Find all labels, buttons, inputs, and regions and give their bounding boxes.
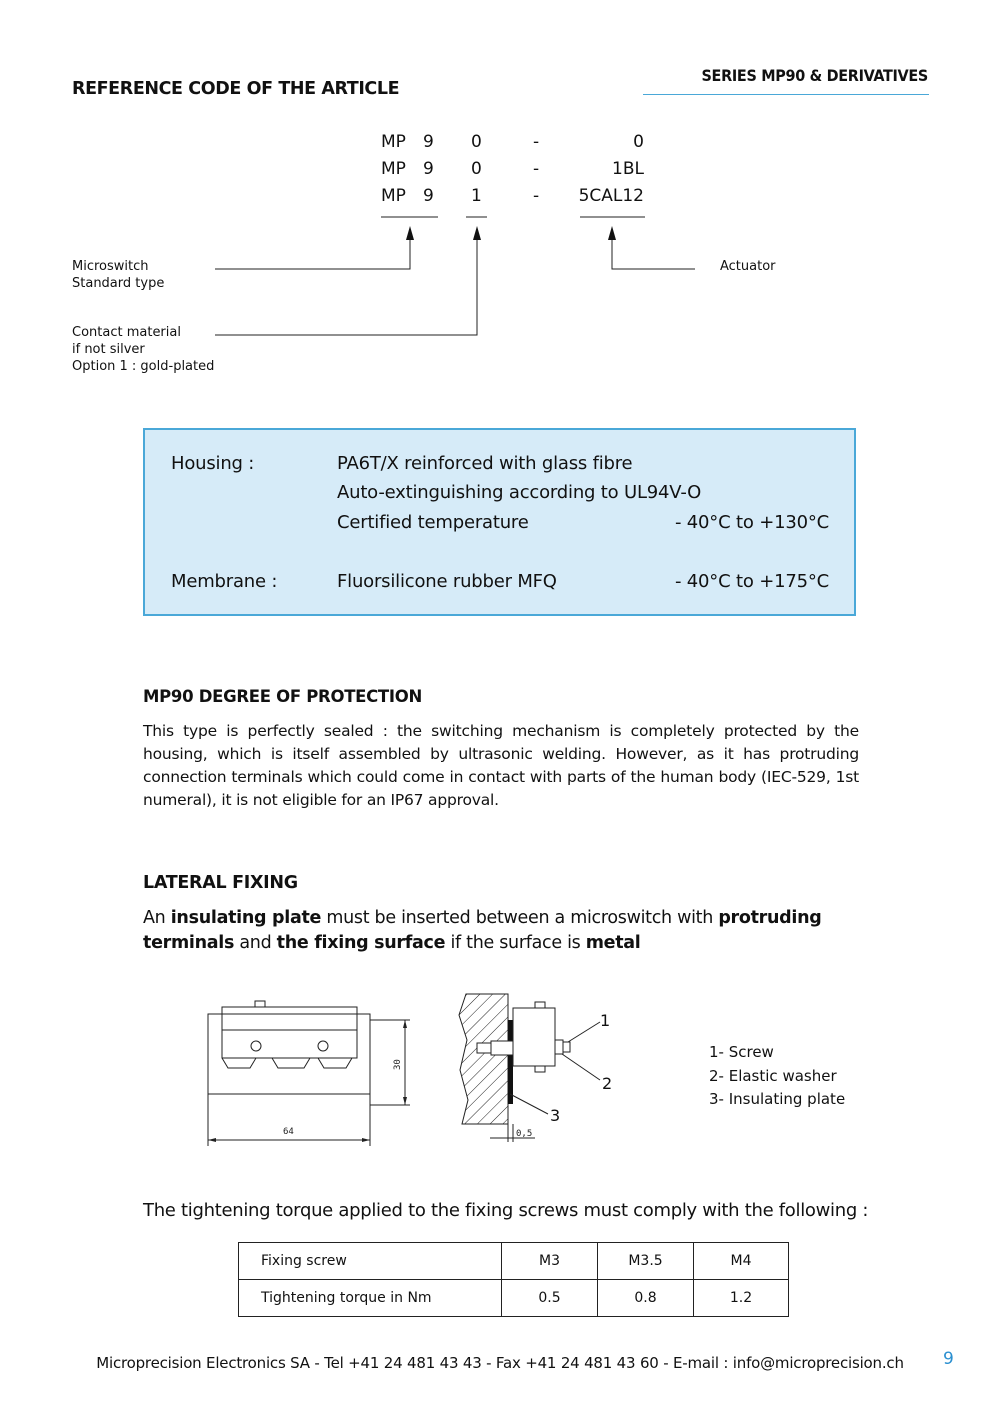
code-digit-1: 9 bbox=[423, 186, 434, 206]
label-contact-line: Option 1 : gold-plated bbox=[72, 359, 215, 374]
protection-heading: MP90 DEGREE OF PROTECTION bbox=[143, 687, 422, 706]
code-suffix: 0 bbox=[633, 132, 644, 152]
code-digit-1: 9 bbox=[423, 159, 434, 179]
code-prefix: MP bbox=[381, 132, 406, 152]
lateral-bold: insulating plate bbox=[170, 908, 322, 928]
legend-item-screw: 1- Screw bbox=[709, 1043, 774, 1061]
protection-body: This type is perfectly sealed : the switching mechanism is completely protected by the housing, which is itself assembled by ultrasonic welding. However, as it has protruding connection terminals which could come in contact with parts of the human body (IEC-529, 1st numeral), it is not eligible for an IP67 approval. bbox=[143, 722, 859, 809]
label-microswitch-line: Standard type bbox=[72, 276, 165, 291]
code-digit-1: 9 bbox=[423, 132, 434, 152]
lateral-text: if the surface is bbox=[445, 933, 586, 953]
code-dash: - bbox=[533, 159, 540, 179]
table-header-cell: M3 bbox=[502, 1243, 598, 1280]
membrane-label: Membrane : bbox=[171, 571, 278, 592]
footer-contact: Microprecision Electronics SA - Tel +41 24 481 43 43 - Fax +41 24 481 43 60 - E-mail : info@microprecision.ch bbox=[96, 1354, 904, 1372]
code-dash: - bbox=[533, 132, 540, 152]
code-digit-2: 0 bbox=[471, 132, 482, 152]
table-cell: 1.2 bbox=[694, 1280, 789, 1317]
reference-heading: REFERENCE CODE OF THE ARTICLE bbox=[72, 79, 400, 99]
torque-table bbox=[238, 1242, 789, 1317]
housing-label: Housing : bbox=[171, 453, 255, 474]
lateral-heading: LATERAL FIXING bbox=[143, 873, 298, 893]
front-view-drawing bbox=[208, 1001, 410, 1146]
table-row bbox=[239, 1243, 789, 1280]
table-cell: 0.5 bbox=[502, 1280, 598, 1317]
callout-3: 3 bbox=[550, 1106, 561, 1125]
lateral-text: An bbox=[143, 908, 171, 928]
housing-temperature-range: - 40°C to +130°C bbox=[674, 512, 829, 533]
code-prefix: MP bbox=[381, 186, 406, 206]
label-contact-material bbox=[72, 324, 214, 375]
lateral-text: and bbox=[234, 933, 277, 953]
dimension-height: 30 bbox=[393, 1059, 403, 1070]
label-contact-line: if not silver bbox=[72, 342, 145, 357]
table-header-cell: Fixing screw bbox=[239, 1243, 502, 1280]
lateral-text: must be inserted between a microswitch with bbox=[321, 908, 719, 928]
spec-box bbox=[143, 428, 856, 616]
page-number: 9 bbox=[943, 1349, 954, 1369]
membrane-temperature-range: - 40°C to +175°C bbox=[674, 571, 829, 592]
housing-material: PA6T/X reinforced with glass fibre bbox=[337, 453, 633, 474]
lateral-fixing-drawing bbox=[0, 990, 1000, 1150]
code-suffix: 5CAL12 bbox=[578, 186, 644, 206]
label-actuator: Actuator bbox=[720, 259, 776, 274]
table-cell: 0.8 bbox=[598, 1280, 694, 1317]
label-contact-line: Contact material bbox=[72, 325, 181, 340]
torque-intro: The tightening torque applied to the fixing screws must comply with the following : bbox=[143, 1200, 869, 1221]
table-row bbox=[239, 1280, 789, 1317]
dimension-plate: 0,5 bbox=[516, 1129, 533, 1139]
callout-1: 1 bbox=[600, 1011, 611, 1030]
legend-item-insulating-plate: 3- Insulating plate bbox=[709, 1090, 846, 1108]
lateral-bold: metal bbox=[585, 933, 641, 953]
label-microswitch bbox=[72, 258, 164, 292]
membrane-material: Fluorsilicone rubber MFQ bbox=[337, 571, 557, 592]
table-header-cell: M4 bbox=[694, 1243, 789, 1280]
lateral-bold: protruding terminals bbox=[143, 908, 822, 953]
label-microswitch-line: Microswitch bbox=[72, 259, 149, 274]
housing-temperature-label: Certified temperature bbox=[337, 512, 529, 533]
series-title: SERIES MP90 & DERIVATIVES bbox=[701, 66, 928, 85]
lateral-bold: the fixing surface bbox=[276, 933, 446, 953]
code-prefix: MP bbox=[381, 159, 406, 179]
table-cell: Tightening torque in Nm bbox=[239, 1280, 502, 1317]
legend-item-elastic-washer: 2- Elastic washer bbox=[709, 1067, 837, 1085]
callout-2: 2 bbox=[602, 1074, 613, 1093]
dimension-width: 64 bbox=[283, 1127, 294, 1137]
code-digit-2: 0 bbox=[471, 159, 482, 179]
lateral-body bbox=[143, 906, 859, 956]
code-suffix: 1BL bbox=[612, 159, 644, 179]
code-dash: - bbox=[533, 186, 540, 206]
side-view-drawing bbox=[459, 994, 600, 1142]
housing-flammability: Auto-extinguishing according to UL94V-O bbox=[337, 482, 702, 503]
table-header-cell: M3.5 bbox=[598, 1243, 694, 1280]
code-digit-2: 1 bbox=[471, 186, 482, 206]
